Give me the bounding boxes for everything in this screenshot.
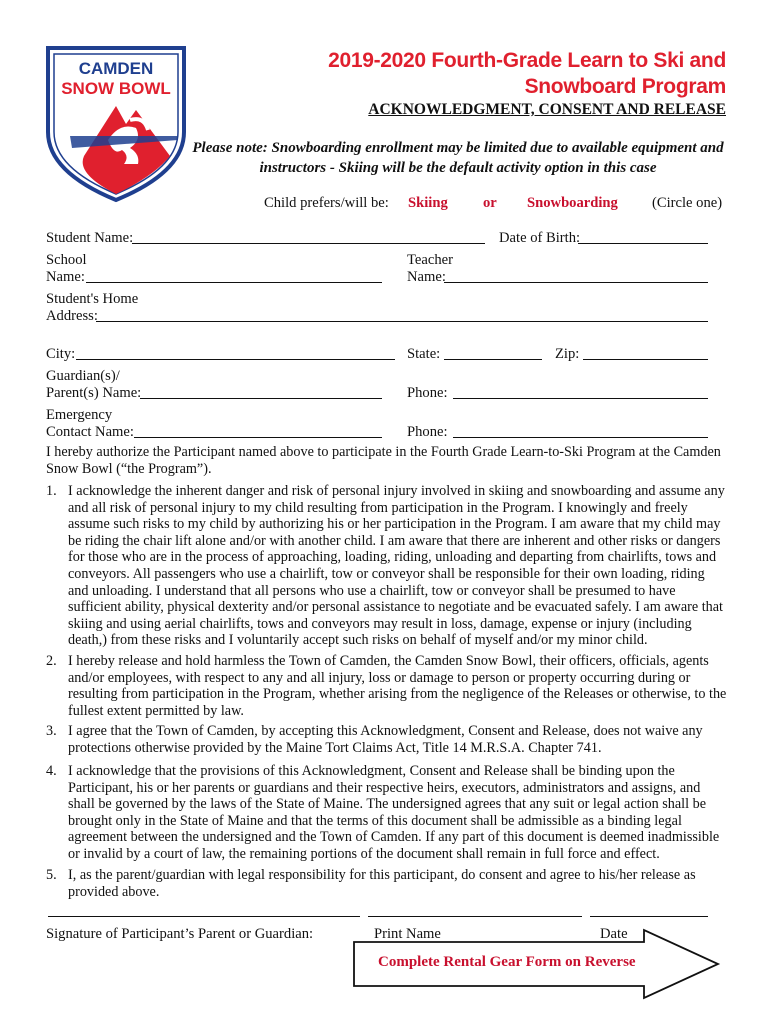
signature-field[interactable] [48, 916, 360, 917]
school-name-field[interactable] [86, 282, 382, 283]
emergency-contact-field[interactable] [134, 437, 382, 438]
clause-4-number: 4. [46, 763, 57, 779]
option-or: or [483, 195, 497, 211]
guardian-name-field[interactable] [140, 398, 382, 399]
clause-3-text: I agree that the Town of Camden, by accepting this Acknowledgment, Consent and Release, does not waive any protections otherwise provided by the Maine Tort Claims Act, Title 14 M.R.S.A. Chapter 741. [68, 723, 703, 756]
rental-gear-reminder: Complete Rental Gear Form on Reverse [378, 954, 636, 970]
guardian-phone-field[interactable] [453, 398, 708, 399]
zip-field[interactable] [583, 359, 708, 360]
preference-label: Child prefers/will be: [264, 195, 389, 211]
zip-label: Zip: [555, 346, 580, 362]
print-name-field[interactable] [368, 916, 582, 917]
emergency-label-2: Contact Name: [46, 424, 134, 440]
address-field[interactable] [96, 321, 708, 322]
clause-4-text: I acknowledge that the provisions of this Acknowledgment, Consent and Release shall be binding upon the Participant, his or her parents or guardians and their respective heirs, executors, administrators and assigns, and shall be governed by the laws of the State of Maine. The undersigned agrees that any suit or legal action shall be brought only in the State of Maine and that the terms of this document shall be admissible as a binding legal agreement between the undersigned and the Town of Camden. If any part of this document is deemed inadmissible or invalid by a court of law, the remaining portions of the document shall remain in full force and effect. [68, 763, 720, 862]
teacher-label-2: Name: [407, 269, 446, 285]
address-label-1: Student's Home [46, 291, 139, 307]
note-line1: Please note: Snowboarding enrollment may be limited due to available equipment and [192, 140, 724, 156]
city-field[interactable] [76, 359, 395, 360]
emergency-phone-field[interactable] [453, 437, 708, 438]
school-label-2: Name: [46, 269, 85, 285]
enrollment-note [190, 138, 726, 178]
program-title-line1: 2019-2020 Fourth-Grade Learn to Ski and [328, 49, 726, 72]
teacher-label-1: Teacher [407, 252, 453, 268]
teacher-name-field[interactable] [444, 282, 708, 283]
option-snowboarding[interactable]: Snowboarding [527, 195, 618, 211]
logo-text-snow-bowl: SNOW BOWL [61, 79, 171, 98]
authorization-intro: I hereby authorize the Participant named above to participate in the Fourth Grade Learn-to-Ski Program at the Camden Snow Bowl (“the Program”). [46, 444, 721, 477]
document-subtitle: ACKNOWLEDGMENT, CONSENT AND RELEASE [368, 101, 726, 118]
school-label-1: School [46, 252, 87, 268]
clause-5-number: 5. [46, 867, 57, 883]
circle-one-hint: (Circle one) [652, 195, 723, 211]
student-name-field[interactable] [132, 243, 485, 244]
clause-1-text: I acknowledge the inherent danger and risk of personal injury involved in skiing and snowboarding and assume any and all risk of personal injury to my child resulting from participation in the Program. I knowingly and freely assume such risks to my child by authorizing his or her participation in the Program. I am aware that my child may be riding the chair lift alone and/or with another child. I am aware that there are inherent and other risks or dangers for those who are in the process of approaching, loading, riding, unloading and departing from chairlifts, tows and conveyors. All passengers who use a chairlift, tow or conveyor shall be responsible for their own loading, riding and unloading. I understand that all persons who use a chairlift, tow or conveyor shall be presumed to have sufficient ability, physical dexterity and/or personal assistance to negotiate and be evacuated safely. I am aware that skiing and using aerial chairlifts, tows and conveyors may result in loss, damage, expense or injury (including death,) from these risks and I voluntarily accept such risks on behalf of myself and/or my minor child. [68, 483, 725, 649]
guardian-label-1: Guardian(s)/ [46, 368, 120, 384]
clause-2-number: 2. [46, 653, 57, 669]
option-skiing[interactable]: Skiing [408, 195, 448, 211]
emergency-label-1: Emergency [46, 407, 113, 423]
program-title-line2: Snowboard Program [524, 75, 726, 98]
state-field[interactable] [444, 359, 542, 360]
student-name-label: Student Name: [46, 230, 134, 246]
dob-label: Date of Birth: [499, 230, 581, 246]
clause-3-number: 3. [46, 723, 57, 739]
camden-snow-bowl-logo [44, 44, 188, 204]
guardian-label-2: Parent(s) Name: [46, 385, 142, 401]
note-line2: instructors - Skiing will be the default activity option in this case [259, 160, 657, 176]
address-label-2: Address: [46, 308, 98, 324]
signature-label: Signature of Participant’s Parent or Guardian: [46, 926, 314, 942]
clause-1-number: 1. [46, 483, 57, 499]
print-name-label: Print Name [374, 926, 441, 942]
clause-2-text: I hereby release and hold harmless the Town of Camden, the Camden Snow Bowl, their officers, officials, agents and/or employees, with respect to any and all injury, loss or damage to person or property occurring during or resulting from participation in the Program, whether arising from the negligence of the Releases or otherwise, to the fullest extent permitted by law. [68, 653, 727, 719]
date-field[interactable] [590, 916, 708, 917]
date-label: Date [600, 926, 628, 942]
emergency-phone-label: Phone: [407, 424, 448, 440]
guardian-phone-label: Phone: [407, 385, 448, 401]
clause-5-text: I, as the parent/guardian with legal responsibility for this participant, do consent and agree to his/her release as provided above. [68, 867, 696, 900]
dob-field[interactable] [578, 243, 708, 244]
city-label: City: [46, 346, 76, 362]
logo-text-camden: CAMDEN [78, 59, 154, 78]
state-label: State: [407, 346, 441, 362]
